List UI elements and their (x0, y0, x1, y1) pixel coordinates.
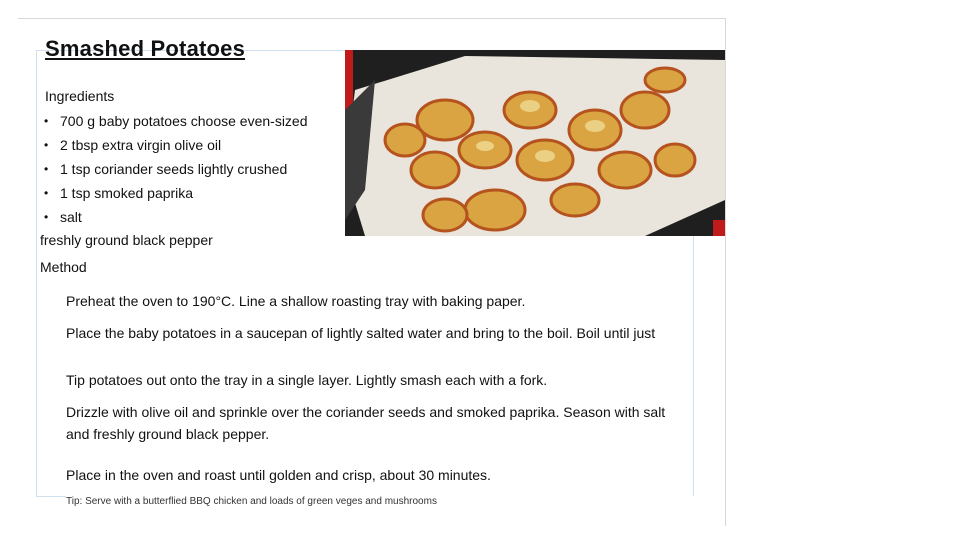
list-item (44, 136, 308, 160)
bullet-icon: • (44, 210, 49, 224)
method-heading: Method (40, 259, 87, 275)
page-top-border (18, 18, 726, 19)
potatoes-image (345, 50, 725, 236)
recipe-title: Smashed Potatoes (45, 36, 246, 61)
method-step: Place the baby potatoes in a saucepan of lightly salted water and bring to the boil. Boil until just (66, 325, 656, 341)
ingredient-pepper: freshly ground black pepper (40, 232, 213, 248)
ingredient-text: 1 tsp coriander seeds lightly crushed (60, 161, 288, 177)
list-item (44, 160, 308, 184)
ingredients-heading: Ingredients (45, 88, 115, 104)
ingredient-text: 1 tsp smoked paprika (60, 185, 194, 201)
method-step: Drizzle with olive oil and sprinkle over the coriander seeds and smoked paprika. Season with salt and freshly ground black pepper. (66, 404, 666, 442)
ingredient-text: salt (60, 209, 82, 225)
list-item (44, 208, 308, 232)
bullet-icon: • (44, 186, 49, 200)
content-box-bottom-edge (36, 496, 66, 497)
serving-tip: Tip: Serve with a butterflied BBQ chicken and loads of green veges and mushrooms (66, 496, 437, 507)
roasted-potatoes-photo (345, 50, 725, 236)
ingredient-text: 2 tbsp extra virgin olive oil (60, 137, 222, 153)
method-step: Place in the oven and roast until golden and crisp, about 30 minutes. (66, 467, 491, 483)
list-item (44, 112, 308, 136)
page-right-border (725, 18, 726, 526)
method-step: Preheat the oven to 190°C. Line a shallow roasting tray with baking paper. (66, 293, 526, 309)
bullet-icon: • (44, 162, 49, 176)
bullet-icon: • (44, 114, 49, 128)
ingredients-list (44, 112, 308, 232)
list-item (44, 184, 308, 208)
ingredient-text: 700 g baby potatoes choose even-sized (60, 113, 308, 129)
bullet-icon: • (44, 138, 49, 152)
method-step: Tip potatoes out onto the tray in a single layer. Lightly smash each with a fork. (66, 372, 548, 388)
